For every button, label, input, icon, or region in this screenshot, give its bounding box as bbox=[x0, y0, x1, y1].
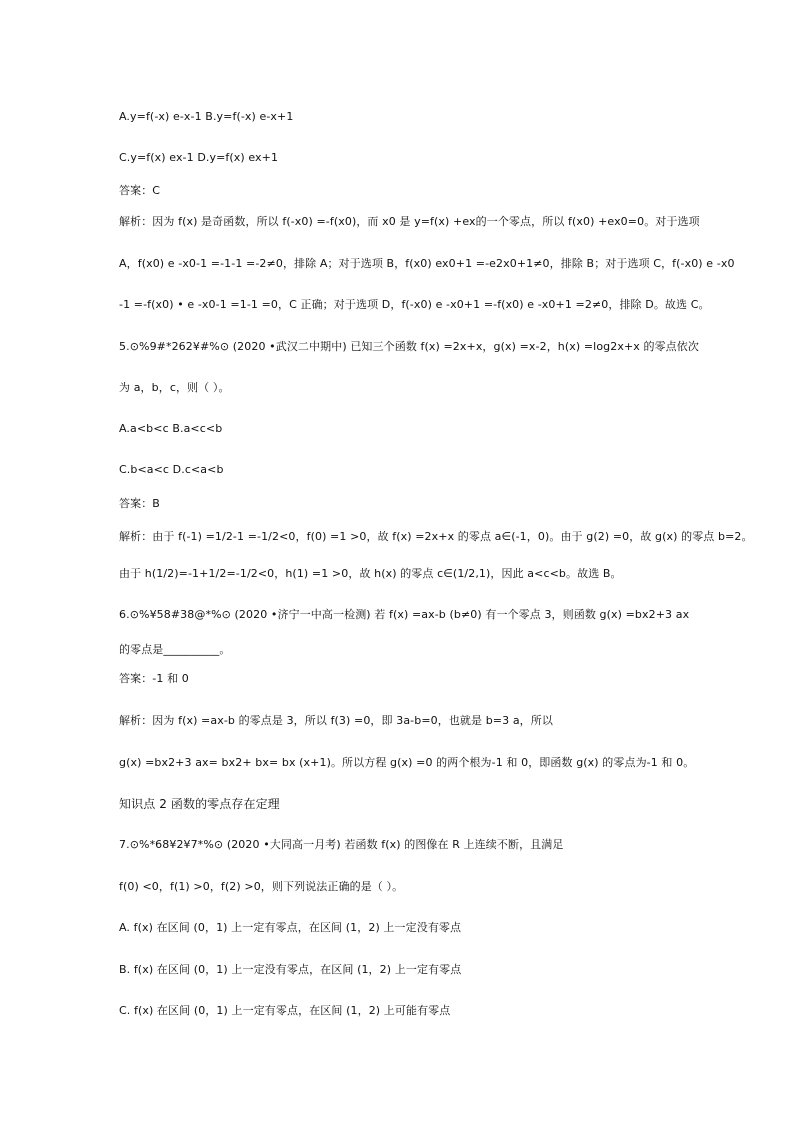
option-c: C. f(x) 在区间 (0，1) 上一定有零点，在区间 (1，2) 上可能有零点 bbox=[119, 1004, 451, 1017]
question-6-stem: 6.⊙%¥58#38@*%⊙ (2020 •济宁一中高一检测) 若 f(x) =ax-b (b≠0) 有一个零点 3，则函数 g(x) =bx2+3 ax bbox=[119, 608, 690, 621]
answer-line: 答案：-1 和 0 bbox=[119, 672, 189, 685]
analysis-line: 由于 h(1/2)=-1+1/2=-1/2<0，h(1) =1 >0，故 h(x) 的零点 c∈(1/2,1)，因此 a<c<b。故选 B。 bbox=[119, 567, 622, 580]
question-5-stem: 5.⊙%9#*262¥#%⊙ (2020 •武汉二中期中) 已知三个函数 f(x) =2x+x，g(x) =x-2，h(x) =log2x+x 的零点依次 bbox=[119, 340, 699, 353]
analysis-line: g(x) =bx2+3 ax= bx2+ bx= bx (x+1)。所以方程 g(x) =0 的两个根为-1 和 0，即函数 g(x) 的零点为-1 和 0。 bbox=[119, 756, 695, 769]
analysis-line: 解析：因为 f(x) 是奇函数，所以 f(-x0) =-f(x0)，而 x0 是 y=f(x) +ex的一个零点，所以 f(x0) +ex0=0。对于选项 bbox=[119, 215, 700, 228]
option-line-ab: A.y=f(-x) e-x-1 B.y=f(-x) e-x+1 bbox=[119, 110, 294, 123]
answer-line: 答案：B bbox=[119, 497, 160, 510]
analysis-line: 解析：因为 f(x) =ax-b 的零点是 3，所以 f(3) =0，即 3a-b=0，也就是 b=3 a，所以 bbox=[119, 714, 553, 727]
question-7-stem: 7.⊙%*68¥2¥7*%⊙ (2020 •大同高一月考) 若函数 f(x) 的图像在 R 上连续不断，且满足 bbox=[119, 838, 564, 851]
section-heading: 知识点 2 函数的零点存在定理 bbox=[119, 797, 280, 811]
question-5-stem: 为 a，b，c，则（ ）。 bbox=[119, 381, 230, 394]
option-line-cd: C.y=f(x) ex-1 D.y=f(x) ex+1 bbox=[119, 151, 279, 164]
question-7-stem: f(0) <0，f(1) >0，f(2) >0，则下列说法正确的是（ ）。 bbox=[119, 880, 404, 893]
analysis-line: 解析：由于 f(-1) =1/2-1 =-1/2<0，f(0) =1 >0，故 f(x) =2x+x 的零点 a∈(-1，0)。由于 g(2) =0，故 g(x) 的零点 b=2。 bbox=[119, 530, 753, 543]
answer-line: 答案：C bbox=[119, 184, 161, 197]
option-line-cd: C.b<a<c D.c<a<b bbox=[119, 463, 224, 476]
question-6-stem: 的零点是__________。 bbox=[119, 643, 231, 656]
option-line-ab: A.a<b<c B.a<c<b bbox=[119, 422, 223, 435]
analysis-line: A，f(x0) e -x0-1 =-1-1 =-2≠0，排除 A；对于选项 B，f(x0) ex0+1 =-e2x0+1≠0，排除 B；对于选项 C，f(-x0) e -x0 bbox=[119, 257, 735, 270]
option-b: B. f(x) 在区间 (0，1) 上一定没有零点，在区间 (1，2) 上一定有零点 bbox=[119, 963, 462, 976]
option-a: A. f(x) 在区间 (0，1) 上一定有零点，在区间 (1，2) 上一定没有零点 bbox=[119, 921, 462, 934]
analysis-line: -1 =-f(x0) • e -x0-1 =1-1 =0，C 正确；对于选项 D，f(-x0) e -x0+1 =-f(x0) e -x0+1 =2≠0，排除 D。故选 C。 bbox=[119, 298, 710, 311]
